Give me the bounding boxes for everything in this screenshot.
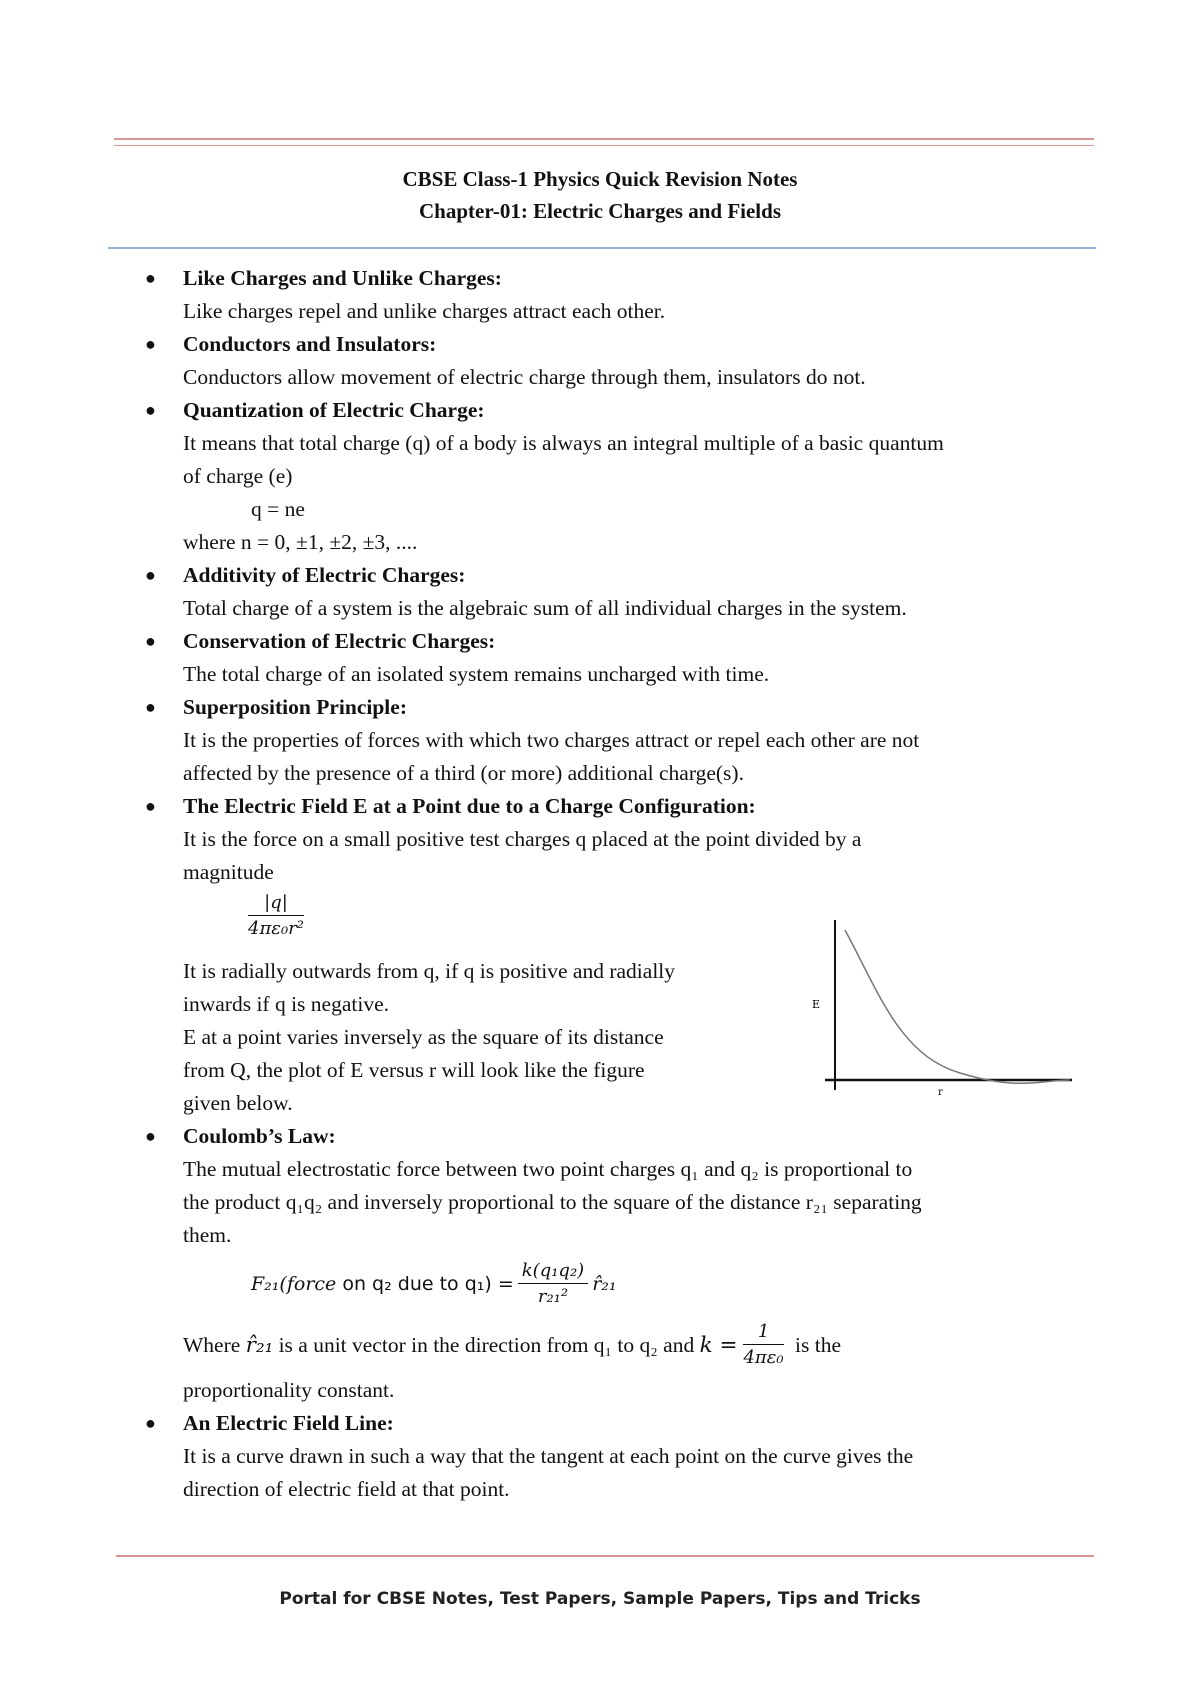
bottom-rule: [116, 1555, 1094, 1557]
x-axis-label: r: [938, 1087, 943, 1095]
bullet-icon: ●: [145, 268, 156, 288]
section-heading: The Electric Field E at a Point due to a Charge Configuration:: [183, 794, 756, 818]
section-heading: Conservation of Electric Charges:: [183, 629, 496, 653]
notes-list: [140, 262, 1100, 1506]
section-heading: Conductors and Insulators:: [183, 332, 437, 356]
bullet-icon: ●: [145, 796, 156, 816]
section-text: given below.: [183, 1091, 293, 1115]
unit-vector: r̂₂₁: [592, 1272, 617, 1295]
section-text: direction of electric field at that point.: [183, 1477, 510, 1501]
section-text: of charge (e): [183, 464, 293, 488]
section-text: It is the force on a small positive test charges q placed at the point divided by a: [183, 827, 862, 851]
fraction-numerator: |q|: [248, 891, 304, 916]
section-heading: Coulomb’s Law:: [183, 1124, 336, 1148]
section-heading: Additivity of Electric Charges:: [183, 563, 466, 587]
section-text: proportionality constant.: [183, 1378, 395, 1402]
bullet-icon: ●: [145, 400, 156, 420]
fraction-denominator: r₂₁²: [537, 1285, 569, 1307]
fraction-denominator: 4πε₀r²: [248, 918, 304, 939]
section-text: It is a curve drawn in such a way that the tangent at each point on the curve gives the: [183, 1444, 914, 1468]
list-item: [140, 328, 1100, 394]
where-text: is a unit vector in the direction from q₁ to q₂ and: [273, 1332, 700, 1357]
list-item: [140, 691, 1100, 790]
fraction-numerator: 1: [743, 1320, 783, 1345]
section-text: Like charges repel and unlike charges attract each other.: [183, 299, 666, 323]
fraction-denominator: 4πε₀: [743, 1346, 784, 1368]
y-axis-label: E: [812, 998, 821, 1011]
bullet-icon: ●: [145, 1413, 156, 1433]
coulomb-equation: [251, 1252, 1100, 1316]
title-line-2: Chapter-01: Electric Charges and Fields: [418, 199, 781, 223]
section-heading: Like Charges and Unlike Charges:: [183, 266, 502, 290]
unit-vector: r̂₂₁: [245, 1332, 274, 1358]
footer-text: Portal for CBSE Notes, Test Papers, Sample Papers, Tips and Tricks: [279, 1589, 921, 1609]
e-versus-r-graph: [810, 915, 1080, 1095]
bullet-icon: ●: [145, 697, 156, 717]
title-divider: [108, 247, 1096, 249]
bullet-icon: ●: [145, 334, 156, 354]
bullet-icon: ●: [145, 565, 156, 585]
where-text: Where: [183, 1332, 246, 1357]
section-text: E at a point varies inversely as the square of its distance: [183, 1025, 664, 1049]
field-curve: [845, 930, 1070, 1083]
section-heading: Quantization of Electric Charge:: [183, 398, 485, 422]
page-title: [0, 163, 1200, 227]
top-rule: [114, 138, 1094, 146]
list-item: [140, 394, 1100, 559]
section-text: affected by the presence of a third (or more) additional charge(s).: [183, 761, 744, 785]
section-text: It means that total charge (q) of a body is always an integral multiple of a basic quantum: [183, 431, 944, 455]
section-text: It is the properties of forces with which two charges attract or repel each other are not: [183, 728, 920, 752]
bullet-icon: ●: [145, 631, 156, 651]
list-item: [140, 1120, 1100, 1407]
force-description: on q₂ due to q₁) =: [336, 1272, 514, 1295]
section-text: Total charge of a system is the algebraic sum of all individual charges in the system.: [183, 596, 907, 620]
title-line-1: CBSE Class-1 Physics Quick Revision Notes: [402, 167, 798, 191]
force-vector: F₂₁(: [251, 1272, 287, 1295]
force-word: force: [286, 1272, 337, 1295]
list-item: [140, 262, 1100, 328]
section-text: Conductors allow movement of electric charge through them, insulators do not.: [183, 365, 866, 389]
list-item: [140, 625, 1100, 691]
section-text: inwards if q is negative.: [183, 992, 389, 1016]
section-text: the product q₁q₂ and inversely proportional to the square of the distance r₂₁ separating: [183, 1190, 922, 1214]
section-text: magnitude: [183, 860, 274, 884]
section-heading: An Electric Field Line:: [183, 1411, 394, 1435]
where-line: [183, 1316, 1100, 1374]
section-text: The mutual electrostatic force between two point charges q₁ and q₂ is proportional to: [183, 1157, 913, 1181]
section-text: from Q, the plot of E versus r will look like the figure: [183, 1058, 645, 1082]
list-item: [140, 1407, 1100, 1506]
section-text: where n = 0, ±1, ±2, ±3, ....: [183, 530, 418, 554]
bullet-icon: ●: [145, 1126, 156, 1146]
equation: q = ne: [251, 497, 305, 521]
section-heading: Superposition Principle:: [183, 695, 407, 719]
section-text: The total charge of an isolated system remains uncharged with time.: [183, 662, 770, 686]
where-text: is the: [789, 1332, 841, 1357]
section-text: It is radially outwards from q, if q is positive and radially: [183, 959, 676, 983]
list-item: [140, 559, 1100, 625]
section-text: them.: [183, 1223, 232, 1247]
fraction-numerator: k(q₁q₂): [518, 1259, 588, 1284]
k-symbol: k =: [699, 1332, 738, 1358]
